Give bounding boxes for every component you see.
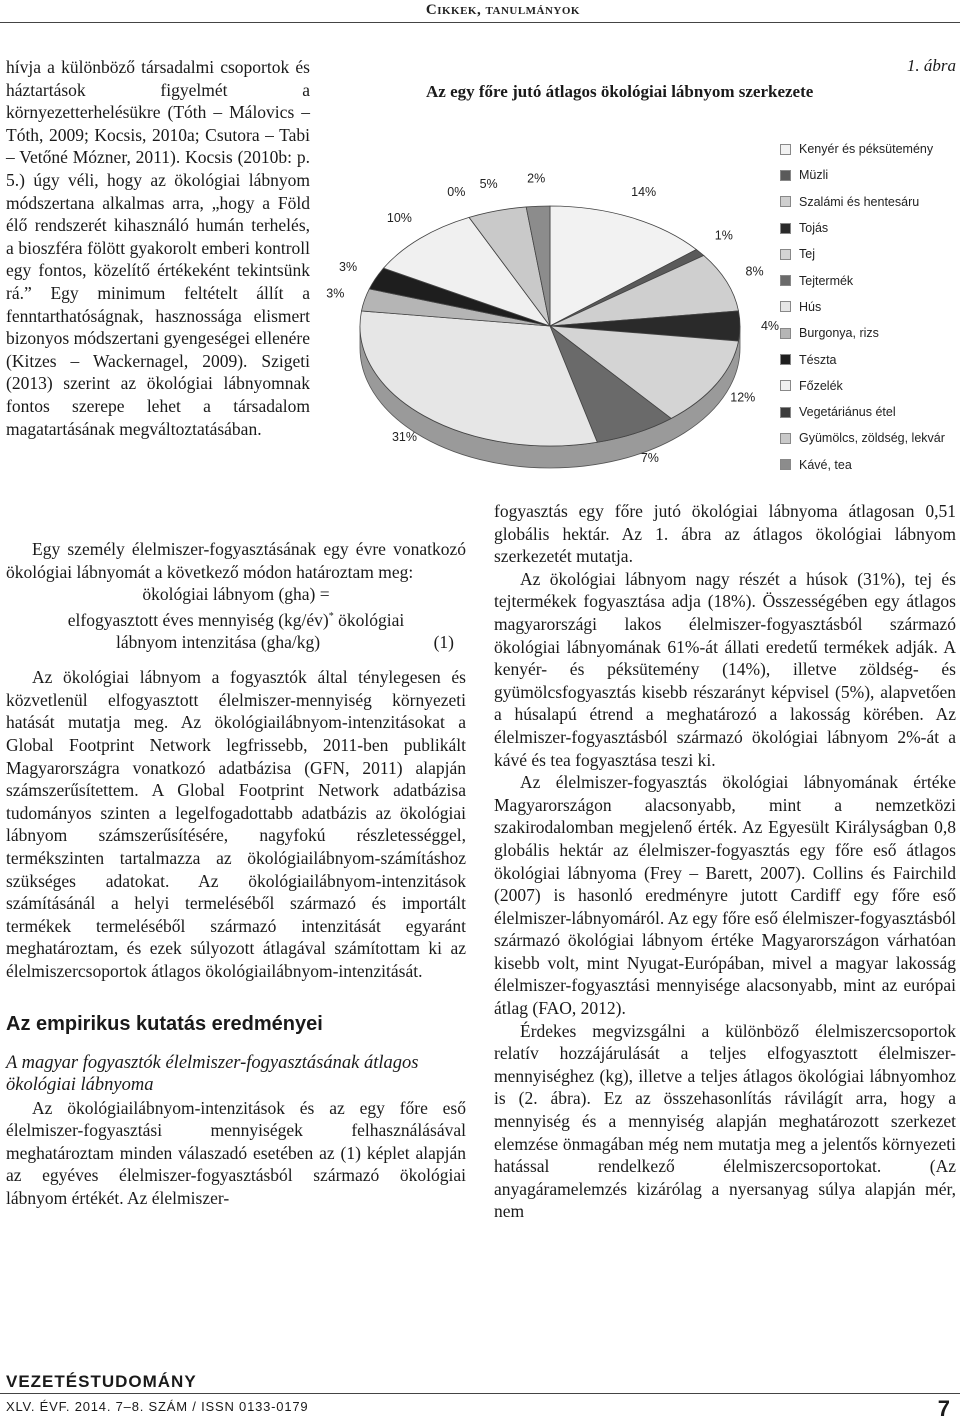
legend-item bbox=[780, 373, 945, 399]
paragraph: Érdekes megvizsgálni a különböző élelmiszercsoportok relatív hozzájárulását a teljes elfogyasztott élelmiszer-mennyiséghez (kg), illetve a teljes átlagos ökológiai lábnyomhoz is (2. ábra). Ez az összehasonlítás rávilágít arra, hogy a mennyiség és a mennyiség alapján meghatározott szerkezet elemzése önmagában még nem mutatja meg a jelentős környezeti hatással rendelkező élelmiszercsoportokat. (Az anyagáramelemzés kizárólag a nyersanyag súlya alapján mér, nem bbox=[494, 1020, 956, 1222]
paragraph: Az ökológiailábnyom-intenzitások és az egy főre eső élelmiszer-fogyasztási mennyiségek felhasználásával meghatároztam minden válaszadó esetében az (1) képlet alapján az egyéves élelmiszer-fogyasztásból származó ökológiai lábnyom értékét. Az élelmiszer- bbox=[6, 1097, 466, 1209]
pie-data-label: 1% bbox=[714, 228, 733, 243]
legend-swatch bbox=[780, 196, 791, 207]
legend-label: Tejtermék bbox=[799, 273, 854, 288]
legend-label: Tészta bbox=[799, 352, 837, 367]
legend-label: Kávé, tea bbox=[799, 457, 852, 472]
pie-data-label: 14% bbox=[631, 185, 657, 200]
pie-data-label: 0% bbox=[447, 185, 466, 200]
legend-item bbox=[780, 399, 945, 425]
section-heading: Az empirikus kutatás eredményei bbox=[6, 1012, 323, 1035]
legend-swatch bbox=[780, 459, 791, 470]
subsection-heading: A magyar fogyasztók élelmiszer-fogyasztásának átlagos ökológiai lábnyoma bbox=[6, 1052, 419, 1096]
legend-label: Hús bbox=[799, 299, 822, 314]
legend-label: Vegetáriánus étel bbox=[799, 405, 896, 420]
legend-label: Főzelék bbox=[799, 378, 843, 393]
legend-label: Kenyér és péksütemény bbox=[799, 142, 934, 157]
legend-item bbox=[780, 294, 945, 320]
legend-item bbox=[780, 452, 945, 478]
legend-swatch bbox=[780, 433, 791, 444]
legend-label: Müzli bbox=[799, 168, 829, 183]
section-title: Cikkek, tanulmányok bbox=[425, 2, 580, 18]
paragraph: fogyasztás egy főre jutó ökológiai lábnyoma átlagosan 0,51 globális hektár. Az 1. ábra az átlagos ökológiai lábnyom szerkezetét mutatja. bbox=[494, 501, 956, 567]
pie-data-label: 12% bbox=[730, 390, 756, 405]
header-rule bbox=[0, 22, 960, 23]
legend-swatch bbox=[780, 380, 791, 391]
left-column-main bbox=[6, 538, 466, 1210]
legend-swatch bbox=[780, 223, 791, 234]
legend-swatch bbox=[780, 144, 791, 155]
formula-line-1: ökológiai lábnyom (gha) = bbox=[142, 584, 330, 605]
figure-title: Az egy főre jutó átlagos ökológiai lábnyom szerkezete bbox=[426, 82, 814, 101]
legend-item bbox=[780, 162, 945, 188]
legend-swatch bbox=[780, 301, 791, 312]
legend-label: Tojás bbox=[799, 221, 829, 236]
legend-item bbox=[780, 425, 945, 451]
paragraph: Egy személy élelmiszer-fogyasztásának egy évre vonatkozó ökológiai lábnyomát a következő módon határoztam meg: bbox=[6, 539, 466, 582]
pie-data-label: 2% bbox=[527, 171, 546, 186]
right-column bbox=[494, 500, 956, 1223]
paragraph: Az élelmiszer-fogyasztás ökológiai lábnyomának értéke Magyarországon alacsonyabb, mint a nemzetközi szakirodalomban megjelenő érték. Az Egyesült Királyságban 0,8 globális hektár az élelmiszer-fogyasztás egy főre eső átlagos ökológiai lábnyoma (Frey – Barett, 2007). Collins és Fairchild (2007) is hasonló eredményre jutott Cardiff egy főre eső élelmiszer-lábnyomáról. Az egy főre eső élelmiszer-fogyasztásból származó ökológiai lábnyom értéke Magyarországon várhatóan kisebb volt, mint Nyugat-Európában, mivel a magyar lakosság élelmiszer-fogyasztási mennyisége alacsonyabb, mint az európai átlag (FAO, 2012). bbox=[494, 772, 956, 1019]
legend-swatch bbox=[780, 249, 791, 260]
paragraph: Az ökológiai lábnyom a fogyasztók által ténylegesen és közvetlenül elfogyasztott élelmiszer-mennyiség környezeti hatását mutatja meg. Az ökológiailábnyom-intenzitásokat a Global Footprint Network legfrissebb, 2011-ben publikált Magyarországra vonatkozó adatbázisa (GFN, 2011) alapján számszerűsítettem. A Global Footprint Network adatbázisa tudományos szinten a legelfogadottabb adatbázis az ökológiai lábnyom számszerűsítésére, nagyfokú részletességgel, termékszinten tartalmazza az ökológiailábnyom-számításhoz szükséges adatokat. Az ökológiailábnyom-intenzitások számításánál a helyi termeléséből származó és importált termékek termeléséből származó intenzitását egyaránt meghatároztam, és ezek súlyozott átlagával számítottam ki az élelmiszercsoportok átlagos ökológiailábnyom-intenzitását. bbox=[6, 667, 466, 981]
pie-chart bbox=[320, 116, 780, 496]
pie-data-label: 10% bbox=[386, 211, 412, 226]
figure-number: 1. ábra bbox=[906, 56, 956, 75]
legend-item bbox=[780, 215, 945, 241]
legend-label: Szalámi és hentesáru bbox=[799, 194, 920, 209]
legend-swatch bbox=[780, 407, 791, 418]
legend-label: Gyümölcs, zöldség, lekvár bbox=[799, 431, 945, 446]
pie-data-label: 4% bbox=[760, 319, 780, 333]
legend-swatch bbox=[780, 275, 791, 286]
journal-title: VEZETÉSTUDOMÁNY bbox=[6, 1372, 197, 1391]
legend-label: Tej bbox=[799, 247, 815, 262]
pie-data-label: 5% bbox=[479, 176, 498, 191]
equation-number: (1) bbox=[433, 632, 454, 653]
footer-rule bbox=[0, 1393, 960, 1394]
formula-line-2: elfogyasztott éves mennyiség (kg/év)* ökológiai bbox=[67, 609, 405, 630]
legend-swatch bbox=[780, 328, 791, 339]
pie-data-label: 3% bbox=[326, 286, 345, 301]
left-column-top bbox=[6, 56, 310, 440]
legend-item bbox=[780, 241, 945, 267]
legend-swatch bbox=[780, 170, 791, 181]
legend-item bbox=[780, 346, 945, 372]
paragraph: Az ökológiai lábnyom nagy részét a húsok (31%), tej és tejtermékek fogyasztása adja (18%). Összességében egy átlagos magyarországi lakos élelmiszer-fogyasztásból származó ökológiai lábnyomának 61%-át állati eredetű termékek adják. A kenyér- és péksütemény (14%), illetve zöldség- és gyümölcsfogyasztás kisebb részarányt képvisel (5%), alapvetően a húsalapú étrend a meghatározó a lakosság körében. Az élelmiszer-fogyasztásból származó ökológiai lábnyom 2%-át a kávé és tea fogyasztása teszi ki. bbox=[494, 568, 956, 770]
pie-data-label: 7% bbox=[640, 450, 659, 465]
legend-item bbox=[780, 267, 945, 293]
chart-legend bbox=[780, 136, 945, 478]
issue-info: XLV. ÉVF. 2014. 7–8. SZÁM / ISSN 0133-0179 bbox=[6, 1399, 309, 1414]
paragraph: hívja a különböző társadalmi csoportok és háztartások figyelmét a környezetterhelésükre (Tóth – Málovics – Tóth, 2009; Kocsis, 2010a; Csutora – Tabi – Vetőné Mózner, 2011). Kocsis (2010b: p. 5.) úgy véli, hogy az ökológiai lábnyom módszertana alkalmas arra, „hogy a Föld élő rendszerét kihasználó humán terhelés, a bioszféra fölött gyakorolt emberi kontroll egy fontos, közelítő értékeként tekintsünk rá.” Egy minimum feltételt állít a fenntarthatóságnak, hasznossága elismert bizonyos módszertani gyengeségei ellenére (Kitzes – Wackernagel, 2009). Szigeti (2013) szerint az ökológiai lábnyomnak fontos szerepe lehet a társadalom magatartásának megváltoztatásában. bbox=[6, 57, 310, 439]
pie-data-label: 3% bbox=[339, 260, 358, 275]
formula-line-3: lábnyom intenzitása (gha/kg) (1) bbox=[116, 632, 454, 653]
legend-item bbox=[780, 189, 945, 215]
legend-item bbox=[780, 136, 945, 162]
legend-swatch bbox=[780, 354, 791, 365]
pie-data-label: 31% bbox=[391, 430, 418, 445]
legend-item bbox=[780, 320, 945, 346]
pie-data-label: 8% bbox=[745, 264, 764, 279]
figure-1 bbox=[320, 56, 956, 492]
legend-label: Burgonya, rizs bbox=[799, 326, 879, 341]
page-number: 7 bbox=[937, 1396, 950, 1421]
